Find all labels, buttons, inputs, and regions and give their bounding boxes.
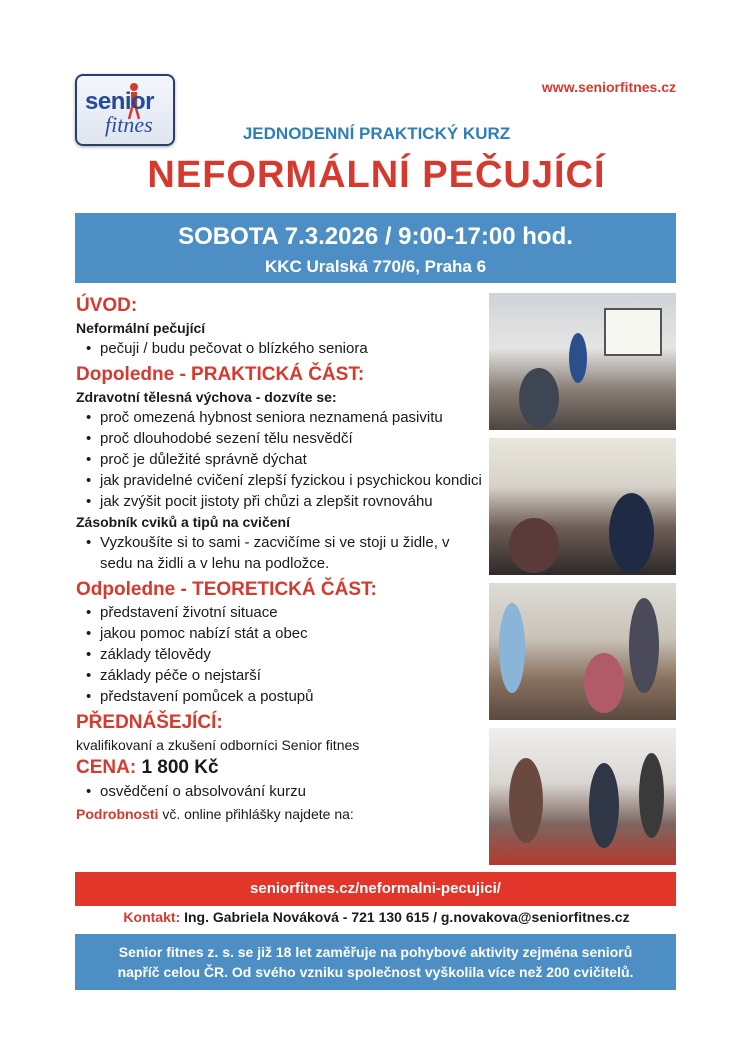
exercises-list xyxy=(76,532,486,574)
website-link[interactable]: www.seniorfitnes.cz xyxy=(541,79,676,95)
list-item: • pečuji / budu pečovat o blízkého seniora xyxy=(76,338,486,359)
morning-heading: Dopoledne - PRAKTICKÁ ČÁST: xyxy=(76,364,365,385)
footer-line-1: Senior fitnes z. s. se již 18 let zaměřuje na pohybové aktivity zejména seniorů xyxy=(118,944,633,960)
intro-heading: ÚVOD: xyxy=(76,295,138,316)
list-item: • osvědčení o absolvování kurzu xyxy=(76,781,486,802)
list-item: • jakou pomoc nabízí stát a obec xyxy=(76,623,486,644)
morning-list xyxy=(76,407,486,512)
list-item: • základy péče o nejstarší xyxy=(76,665,486,686)
contact-line xyxy=(0,909,753,925)
projector-screen xyxy=(604,308,662,356)
morning-subheading: Zdravotní tělesná výchova - dozvíte se: xyxy=(76,389,337,405)
footer-banner xyxy=(75,934,676,990)
lecture-room-photo xyxy=(489,293,676,430)
logo-text-bottom: fitnes xyxy=(105,112,153,137)
price-value: 1 800 Kč xyxy=(141,757,219,778)
intro-list xyxy=(76,338,486,359)
page-title: NEFORMÁLNÍ PEČUJÍCÍ xyxy=(147,154,606,196)
group-standing-photo xyxy=(489,583,676,720)
price-line xyxy=(76,755,486,781)
registration-link[interactable]: seniorfitnes.cz/neformalni-pecujici/ xyxy=(75,872,676,906)
details-label: Podrobnosti xyxy=(76,806,159,822)
list-item: • proč omezená hybnost seniora neznamená pasivitu xyxy=(76,407,486,428)
lecturers-text: kvalifikovaní a zkušení odborníci Senior fitnes xyxy=(76,737,360,753)
course-subtitle: JEDNODENNÍ PRAKTICKÝ KURZ xyxy=(242,124,511,143)
list-item: • jak zvýšit pocit jistoty při chůzi a zlepšit rovnováhu xyxy=(76,491,486,512)
venue: KKC Uralská 770/6, Praha 6 xyxy=(264,257,487,276)
course-content xyxy=(76,290,486,824)
group-seated-photo xyxy=(489,438,676,575)
details-line xyxy=(76,804,486,824)
intro-subheading: Neformální pečující xyxy=(76,320,206,336)
price-list xyxy=(76,781,486,802)
price-label: CENA: xyxy=(76,757,137,778)
list-item: • jak pravidelné cvičení zlepší fyzickou i psychickou kondici xyxy=(76,470,486,491)
date-banner xyxy=(75,213,676,283)
logo-text-top: senior xyxy=(85,88,155,115)
list-item: • proč je důležité správně dýchat xyxy=(76,449,486,470)
footer-line-2: napříč celou ČR. Od svého vzniku společnost vyškolila více než 200 cvičitelů. xyxy=(117,964,634,980)
exercise-photo xyxy=(489,728,676,865)
list-item: • představení životní situace xyxy=(76,602,486,623)
afternoon-list xyxy=(76,602,486,707)
exercises-subheading: Zásobník cviků a tipů na cvičení xyxy=(76,514,290,530)
photo-column xyxy=(489,293,676,873)
date-time: SOBOTA 7.3.2026 / 9:00-17:00 hod. xyxy=(178,223,573,250)
list-item: • proč dlouhodobé sezení tělu nesvědčí xyxy=(76,428,486,449)
list-item: • představení pomůcek a postupů xyxy=(76,686,486,707)
afternoon-heading: Odpoledne - TEORETICKÁ ČÁST: xyxy=(76,579,377,600)
list-item: • základy tělovědy xyxy=(76,644,486,665)
contact-label: Kontakt: xyxy=(123,909,181,925)
lecturers-heading: PŘEDNÁŠEJÍCÍ: xyxy=(76,712,223,733)
list-item: • Vyzkoušíte si to sami - zacvičíme si ve stoji u židle, v sedu na židli a v lehu na podložce. xyxy=(76,532,486,574)
contact-text: Ing. Gabriela Nováková - 721 130 615 / g.novakova@seniorfitnes.cz xyxy=(184,909,630,925)
details-text: vč. online přihlášky najdete na: xyxy=(162,806,354,822)
